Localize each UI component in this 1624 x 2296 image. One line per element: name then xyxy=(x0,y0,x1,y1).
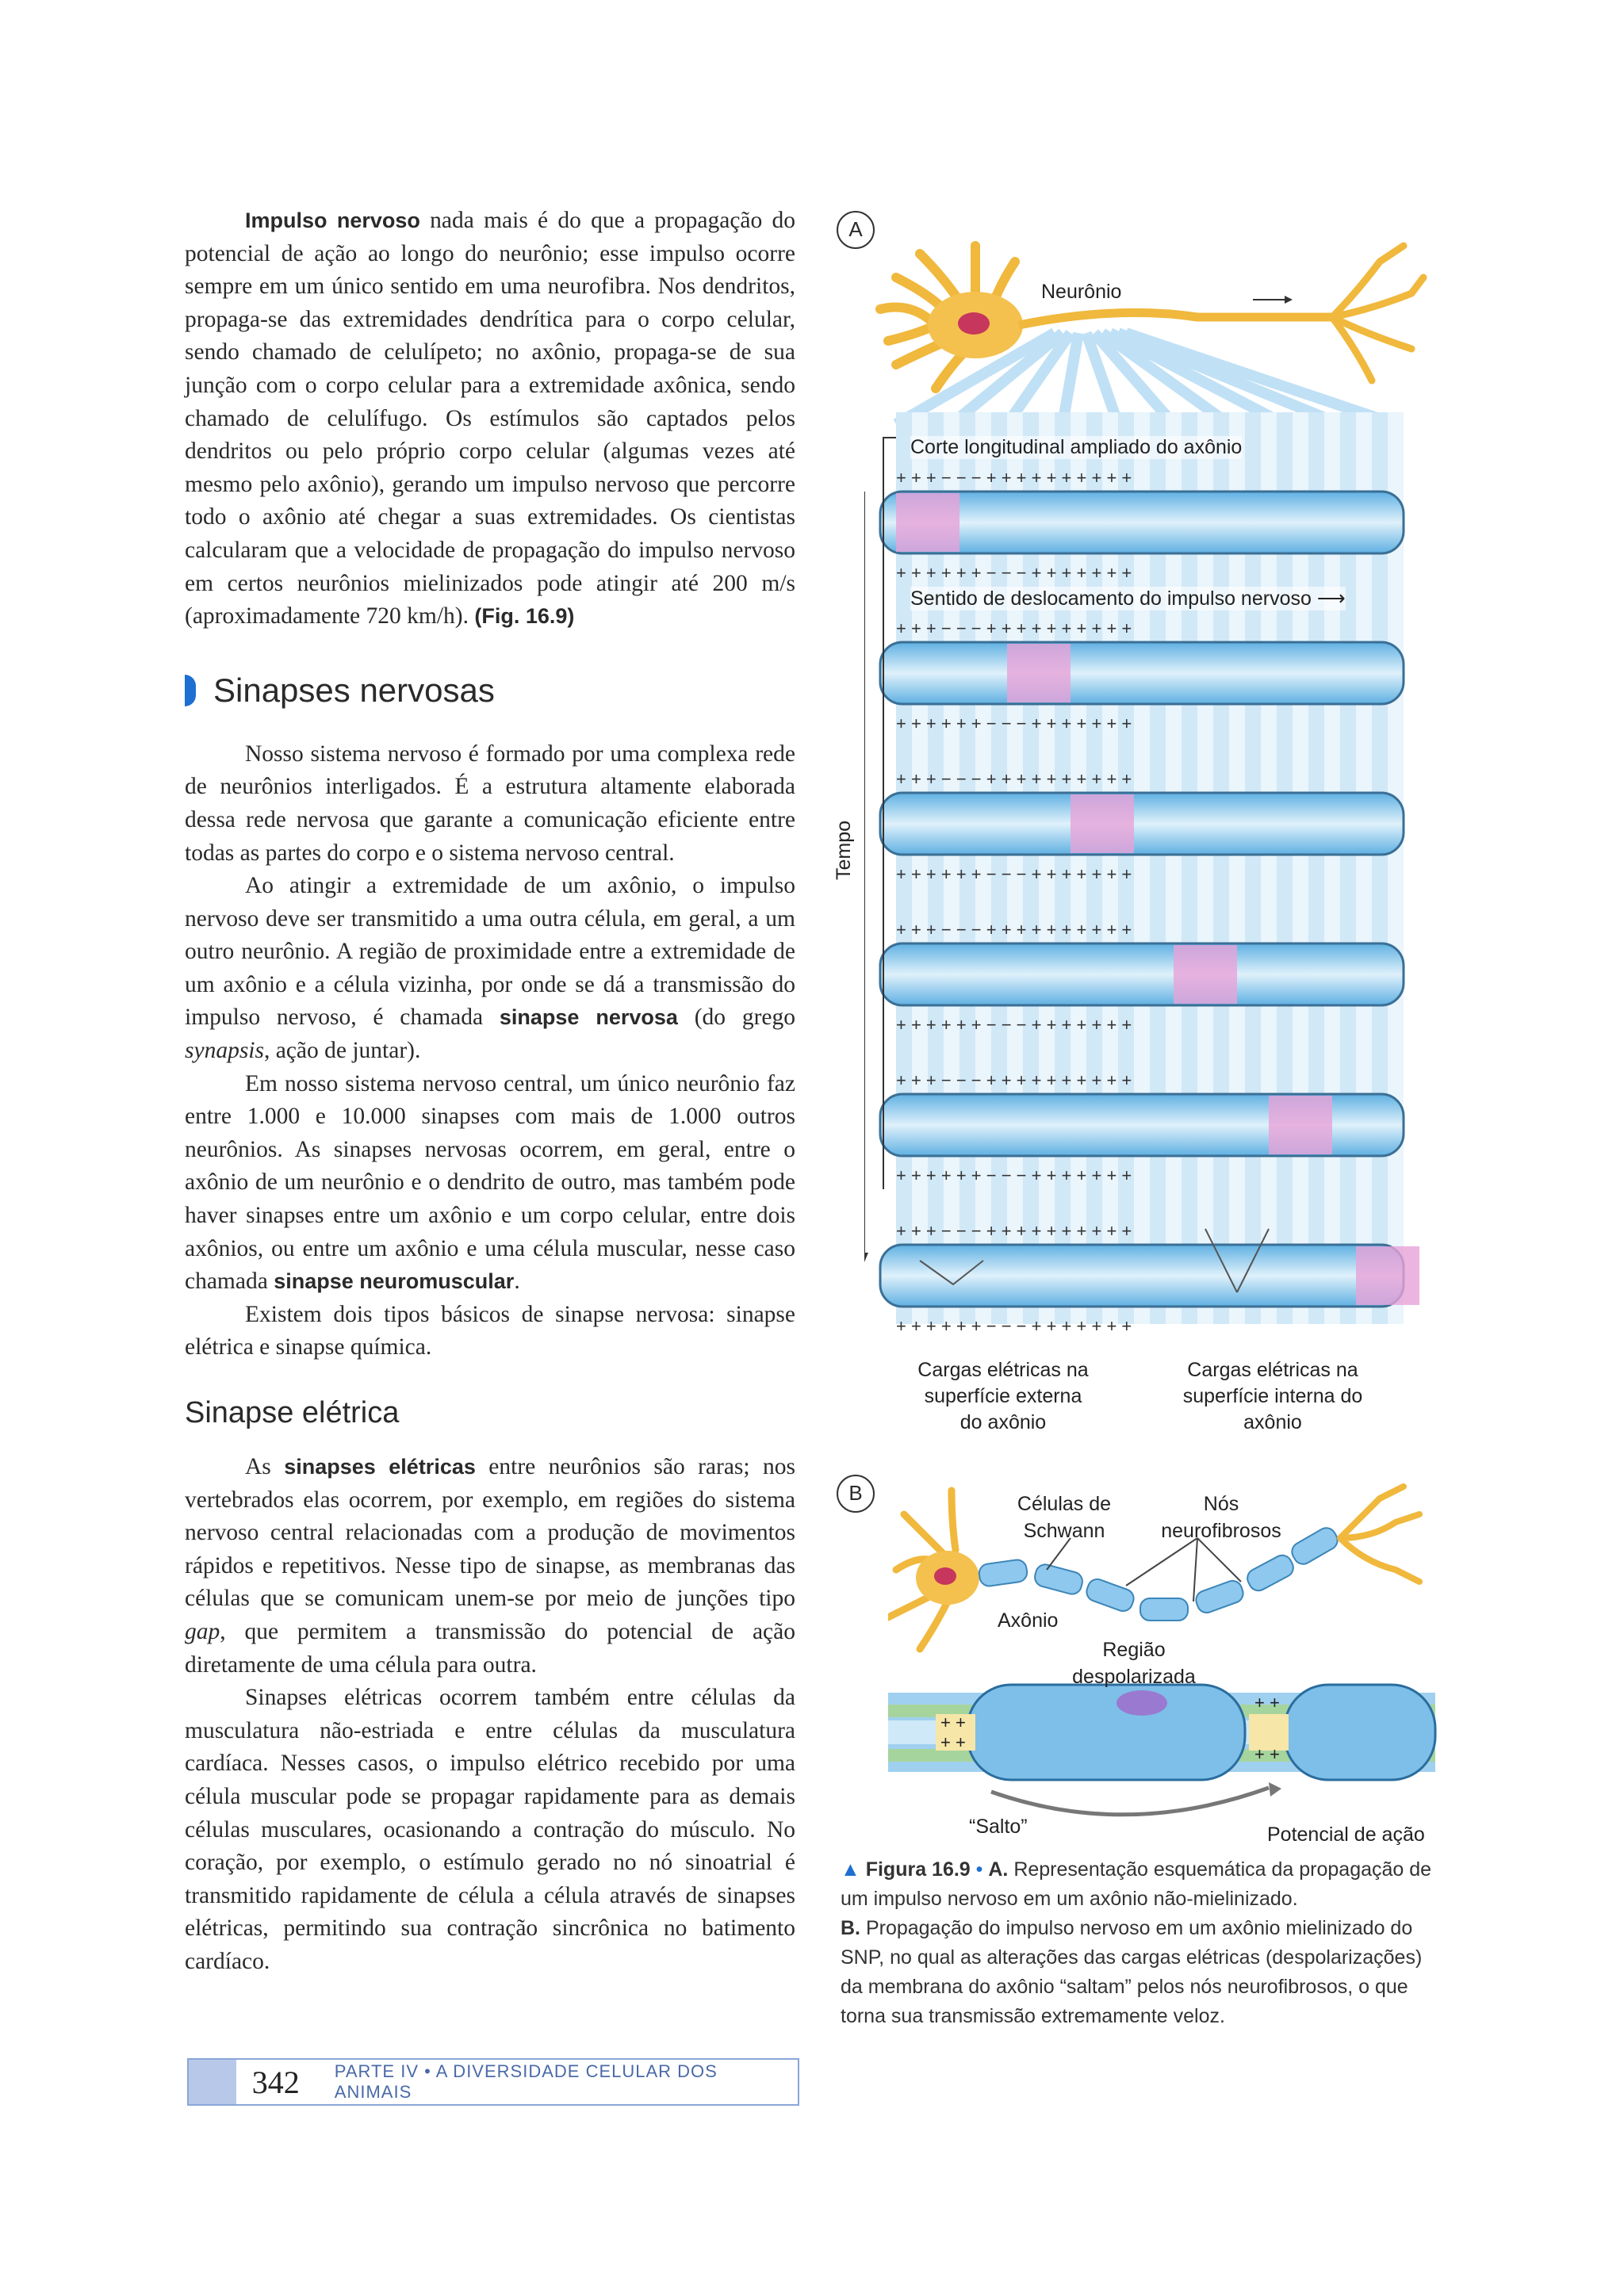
page-footer xyxy=(187,2058,799,2106)
label-corte-longitudinal: Corte longitudinal ampliado do axônio xyxy=(910,436,1243,458)
svg-text:+ +: + + xyxy=(940,1712,966,1732)
paragraph-sinapses-sncentral: Em nosso sistema nervoso central, um único neurônio faz entre 1.000 e 10.000 sinapses com mais de 1.000 outros neurônios. As sinapses nervosas ocorrem, em geral, entre o axônio de um neurônio e o dendrito de outro, mas também pode haver sinapses entre um axônio e um corpo celular, entre dois axônios, ou entre um axônio e uma célula muscular, nesse caso chamada sinapse neuromuscular. xyxy=(185,1070,795,1295)
enlarged-axon-segment xyxy=(888,1685,1435,1815)
figure-a-axon-diagram xyxy=(864,230,1435,1348)
svg-text:+ + + + + + − − − +: + + + + + + − − − + + + + + + + xyxy=(896,1015,1132,1035)
label-cargas-externa: Cargas elétricas na superfície externa do axônio xyxy=(917,1359,1089,1433)
figure-reference: (Fig. 16.9) xyxy=(474,604,575,629)
label-axonio: Axônio xyxy=(998,1609,1059,1632)
term-impulso-nervoso: Impulso nervoso xyxy=(245,209,420,232)
label-tempo: Tempo xyxy=(833,820,855,880)
svg-text:+ + + − − − + + + +: + + + − − − + + + + + + + + + + xyxy=(896,1070,1132,1090)
subsection-heading: Sinapse elétrica xyxy=(185,1396,400,1429)
svg-text:+ + + + + + − − − +: + + + + + + − − − + + + + + + + xyxy=(896,864,1132,884)
svg-text:+ +: + + xyxy=(940,1732,966,1752)
label-regiao-despolarizada: Região despolarizada xyxy=(1072,1639,1196,1688)
section-heading: Sinapses nervosas xyxy=(185,672,795,710)
paragraph-musculatura: Sinapses elétricas ocorrem também entre células da musculatura não-estriada e entre células da musculatura cardíaca. Nesses casos, o impulso elétrico recebido por uma célula muscular pode se propagar rapidamente para as demais células musculares, ocasionando a contração do músculo. No coração, por exemplo, o estímulo gerado no nó sinoatrial é transmitido rapidamente de célula a célula através de sinapses elétricas, permitindo sua contração sincrônica no batimento cardíaco. xyxy=(185,1685,795,1974)
svg-text:+ + + + + + − − − +: + + + + + + − − − + + + + + + + xyxy=(896,1316,1132,1336)
label-neuronio: Neurônio xyxy=(1041,281,1122,303)
svg-text:+ + + + + + − − − +: + + + + + + − − − + + + + + + + xyxy=(896,563,1132,583)
neuron-illustration xyxy=(880,246,1423,424)
paragraph-tipos: Existem dois tipos básicos de sinapse nervosa: sinapse elétrica e sinapse química. xyxy=(185,1301,795,1360)
paragraph-impulso: Impulso nervoso nada mais é do que a propagação do potencial de ação ao longo do neurônio; esse impulso ocorre sempre em um único sentido em uma neurofibra. Nos dendritos, propaga-se das extremidades dendrítica para o corpo celular, sendo chamado de celulípeto; no axônio, propaga-se de sua junção com o corpo celular para a extremidade axônica, sendo chamado de celulífugo. Os estímulos são captados pelos dendritos ou pelo próprio corpo celular (algumas vezes até mesmo pelo axônio), gerando um impulso nervoso que percorre todo o axônio até chegar a suas extremidades. Os cientistas calcularam que a velocidade de propagação do impulso nervoso em certos neurônios mielinizados pode atingir até 200 m/s (aproximadamente 720 km/h). (Fig. 16.9) xyxy=(185,208,795,629)
label-celulas-schwann: Células de Schwann xyxy=(1017,1493,1112,1542)
label-nos-neurofibrosos: Nós neurofibrosos xyxy=(1161,1493,1281,1542)
figure-label-a: A xyxy=(837,211,875,249)
label-potencial-acao: Potencial de ação xyxy=(1267,1823,1425,1846)
svg-text:+ + + − − − + + + +: + + + − − − + + + + + + + + + + xyxy=(896,920,1132,939)
paragraph-rede: Nosso sistema nervoso é formado por uma complexa rede de neurônios interligados. É a estrutura altamente elaborada dessa rede nervosa que garante a comunicação eficiente entre todas as partes do corpo e o sistema nervoso central. xyxy=(185,740,795,866)
label-salto: “Salto” xyxy=(969,1816,1028,1838)
figure-caption: ▲ Figura 16.9 • A. Representação esquemática da propagação de um impulso nervoso em um axônio não-mielinizado. B. Propagação do impulso nervoso em um axônio mielinizado do SNP, no qual as alterações das cargas elétricas (despolarizações) da membrana do axônio “saltam” pelos nós neurofibrosos, o que torna sua transmissão extremamente veloz. xyxy=(841,1858,1432,2027)
page-number: 342 xyxy=(251,2064,300,2100)
section-marker-icon xyxy=(185,675,196,706)
svg-text:+ + + − − − + + + +: + + + − − − + + + + + + + + + + xyxy=(896,1221,1132,1241)
svg-text:+ + + − − − + + + +: + + + − − − + + + + + + + + + + xyxy=(896,618,1132,638)
arrow-right-icon: ⟶ xyxy=(1316,587,1346,610)
figure-label-b: B xyxy=(837,1475,875,1513)
footer-color-block xyxy=(189,2060,236,2104)
svg-text:+ + + − − − + + + +: + + + − − − + + + + + + + + + + xyxy=(896,769,1132,789)
svg-text:+ + + + + + − − − +: + + + + + + − − − + + + + + + + xyxy=(896,714,1132,733)
svg-text:+ +: + + xyxy=(1254,1744,1280,1764)
svg-text:+ +: + + xyxy=(1254,1693,1280,1712)
svg-text:+ + + + + + − − − +: + + + + + + − − − + + + + + + + xyxy=(896,1165,1132,1185)
label-sentido-impulso: Sentido de deslocamento do impulso nervoso ⟶ xyxy=(910,587,1346,610)
paragraph-sinapses-eletricas: As sinapses elétricas entre neurônios são raras; nos vertebrados elas ocorrem, por exemplo, em regiões do sistema nervoso central relacionadas com a produção de movimentos rápidos e repetitivos. Nesse tipo de sinapse, as membranas das células que se comunicam unem-se por meio de junções tipo gap, que permitem a transmissão do potencial de ação diretamente de uma célula para outra. xyxy=(185,1454,795,1678)
svg-text:+ + + − − − + + + +: + + + − − − + + + + + + + + + + xyxy=(896,468,1132,488)
paragraph-transmissao: Ao atingir a extremidade de um axônio, o impulso nervoso deve ser transmitido a uma outra célula, em geral, a um outro neurônio. A região de proximidade entre a extremidade de um axônio e a célula vizinha, por onde se dá a transmissão do impulso nervoso, é chamada sinapse nervosa (do grego synapsis, ação de juntar). xyxy=(185,873,795,1064)
label-cargas-interna: Cargas elétricas na superfície interna do axônio xyxy=(1182,1359,1363,1433)
article-column xyxy=(185,205,795,1979)
footer-part-title: PARTE IV • A DIVERSIDADE CELULAR DOS ANIMAIS xyxy=(334,2061,718,2102)
caption-marker-icon: ▲ xyxy=(841,1858,860,1881)
